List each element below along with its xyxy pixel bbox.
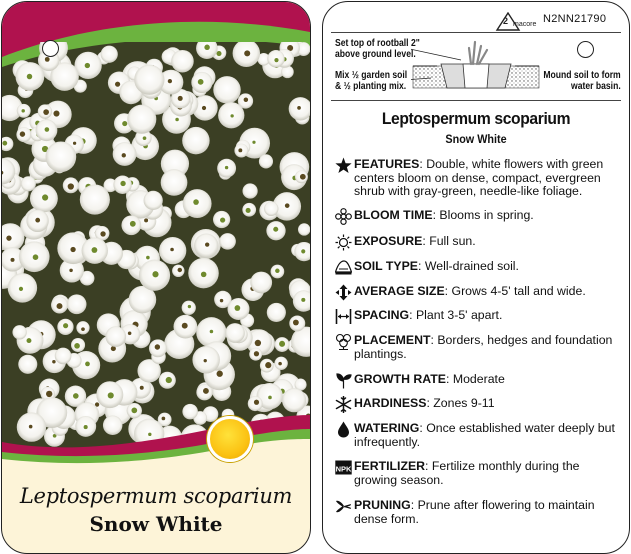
attribute-row — [335, 309, 623, 323]
sun-icon — [335, 234, 352, 251]
soil-icon — [335, 259, 352, 276]
attribute-label: PRUNING — [354, 498, 411, 512]
attribute-text: FERTILIZER: Fertilize monthly during the growing season. — [354, 459, 580, 487]
attribute-value: Borders, hedges and foundation plantings. — [354, 333, 613, 361]
bottom-banner — [2, 397, 310, 497]
attribute-row — [335, 235, 623, 249]
attribute-text: EXPOSURE: Full sun. — [354, 234, 476, 248]
full-sun-icon — [207, 416, 253, 462]
attribute-label: EXPOSURE — [354, 234, 423, 248]
divider — [331, 100, 621, 101]
attribute-value: Grows 4-5' tall and wide. — [451, 284, 586, 298]
front-cultivar-name: Snow White — [89, 512, 223, 536]
attribute-value: Prune after flowering to maintain dense form. — [354, 498, 595, 526]
planting-note-mix: Mix ½ garden soil & ½ planting mix. — [335, 70, 408, 92]
spacing-icon — [335, 308, 352, 325]
front-scientific-name: Leptospermum scoparium — [19, 484, 293, 508]
npk-icon — [335, 459, 352, 476]
attribute-value: Well-drained soil. — [424, 259, 519, 273]
attribute-value: Once established water deeply but infrequently. — [354, 421, 615, 449]
star-icon — [335, 157, 352, 174]
attribute-text: PRUNING: Prune after flowering to maintain dense form. — [354, 498, 595, 526]
back-cultivar-name: Snow White — [445, 132, 507, 146]
attribute-text: GROWTH RATE: Moderate — [354, 372, 505, 386]
attribute-label: AVERAGE SIZE — [354, 284, 445, 298]
placement-icon — [335, 333, 352, 350]
attribute-label: PLACEMENT — [354, 333, 431, 347]
attribute-label: BLOOM TIME — [354, 208, 433, 222]
attribute-value: Fertilize monthly during the growing season. — [354, 459, 580, 487]
size-arrows-icon — [335, 284, 352, 301]
attribute-text: FEATURES: Double, white flowers with green centers bloom on dense, compact, evergreen shrub with gray-green, needle-like foliage. — [354, 157, 604, 198]
attribute-row — [335, 397, 623, 411]
attribute-value: Blooms in spring. — [439, 208, 534, 222]
hang-hole — [42, 40, 59, 57]
attribute-label: FEATURES — [354, 157, 420, 171]
attribute-row — [335, 260, 623, 274]
back-tag — [322, 1, 630, 554]
attribute-text: SPACING: Plant 3-5' apart. — [354, 308, 503, 322]
flower-photo — [2, 42, 310, 452]
attribute-text: SOIL TYPE: Well-drained soil. — [354, 259, 519, 273]
attribute-row — [335, 422, 623, 449]
recycle-number: 2 — [503, 16, 509, 26]
attribute-text: HARDINESS: Zones 9-11 — [354, 396, 495, 410]
attribute-value: Double, white flowers with green centers bloom on dense, compact, evergreen shrub with gray-green, needle-like foliage. — [354, 157, 604, 198]
attribute-row — [335, 460, 623, 487]
attribute-row — [335, 209, 623, 223]
snowflake-icon — [335, 396, 352, 413]
planting-note-rootball: Set top of rootball 2" above ground level. — [335, 38, 420, 60]
attribute-value: Moderate — [452, 372, 505, 386]
attribute-text: BLOOM TIME: Blooms in spring. — [354, 208, 534, 222]
attribute-row — [335, 499, 623, 526]
attribute-row — [335, 373, 623, 387]
hang-hole — [577, 41, 594, 58]
product-code: N2NN21790 — [543, 13, 607, 25]
attribute-label: SOIL TYPE — [354, 259, 419, 273]
attribute-label: HARDINESS — [354, 396, 427, 410]
attribute-value: Zones 9-11 — [433, 396, 495, 410]
svg-text:NPK: NPK — [335, 464, 352, 474]
back-scientific-name: Leptospermum scoparium — [381, 109, 571, 128]
attribute-label: WATERING — [354, 421, 420, 435]
attribute-text: WATERING: Once established water deeply but infrequently. — [354, 421, 615, 449]
attribute-label: FERTILIZER — [354, 459, 426, 473]
attribute-label: GROWTH RATE — [354, 372, 446, 386]
attribute-value: Plant 3-5' apart. — [415, 308, 503, 322]
attribute-text: AVERAGE SIZE: Grows 4-5' tall and wide. — [354, 284, 586, 298]
attribute-row — [335, 158, 623, 199]
attribute-label: SPACING — [354, 308, 410, 322]
water-drop-icon — [335, 421, 352, 438]
recycle-label: macore — [513, 21, 537, 28]
attribute-row — [335, 334, 623, 361]
attribute-row — [335, 285, 623, 299]
attribute-text: PLACEMENT: Borders, hedges and foundation plantings. — [354, 333, 613, 361]
pruners-icon — [335, 498, 352, 515]
planting-diagram-icon — [411, 36, 541, 96]
planting-note-basin: Mound soil to form water basin. — [543, 70, 621, 92]
sprout-icon — [335, 372, 352, 389]
divider — [331, 32, 621, 33]
front-tag — [1, 1, 311, 554]
flower-icon — [335, 208, 352, 225]
attribute-value: Full sun. — [429, 234, 476, 248]
